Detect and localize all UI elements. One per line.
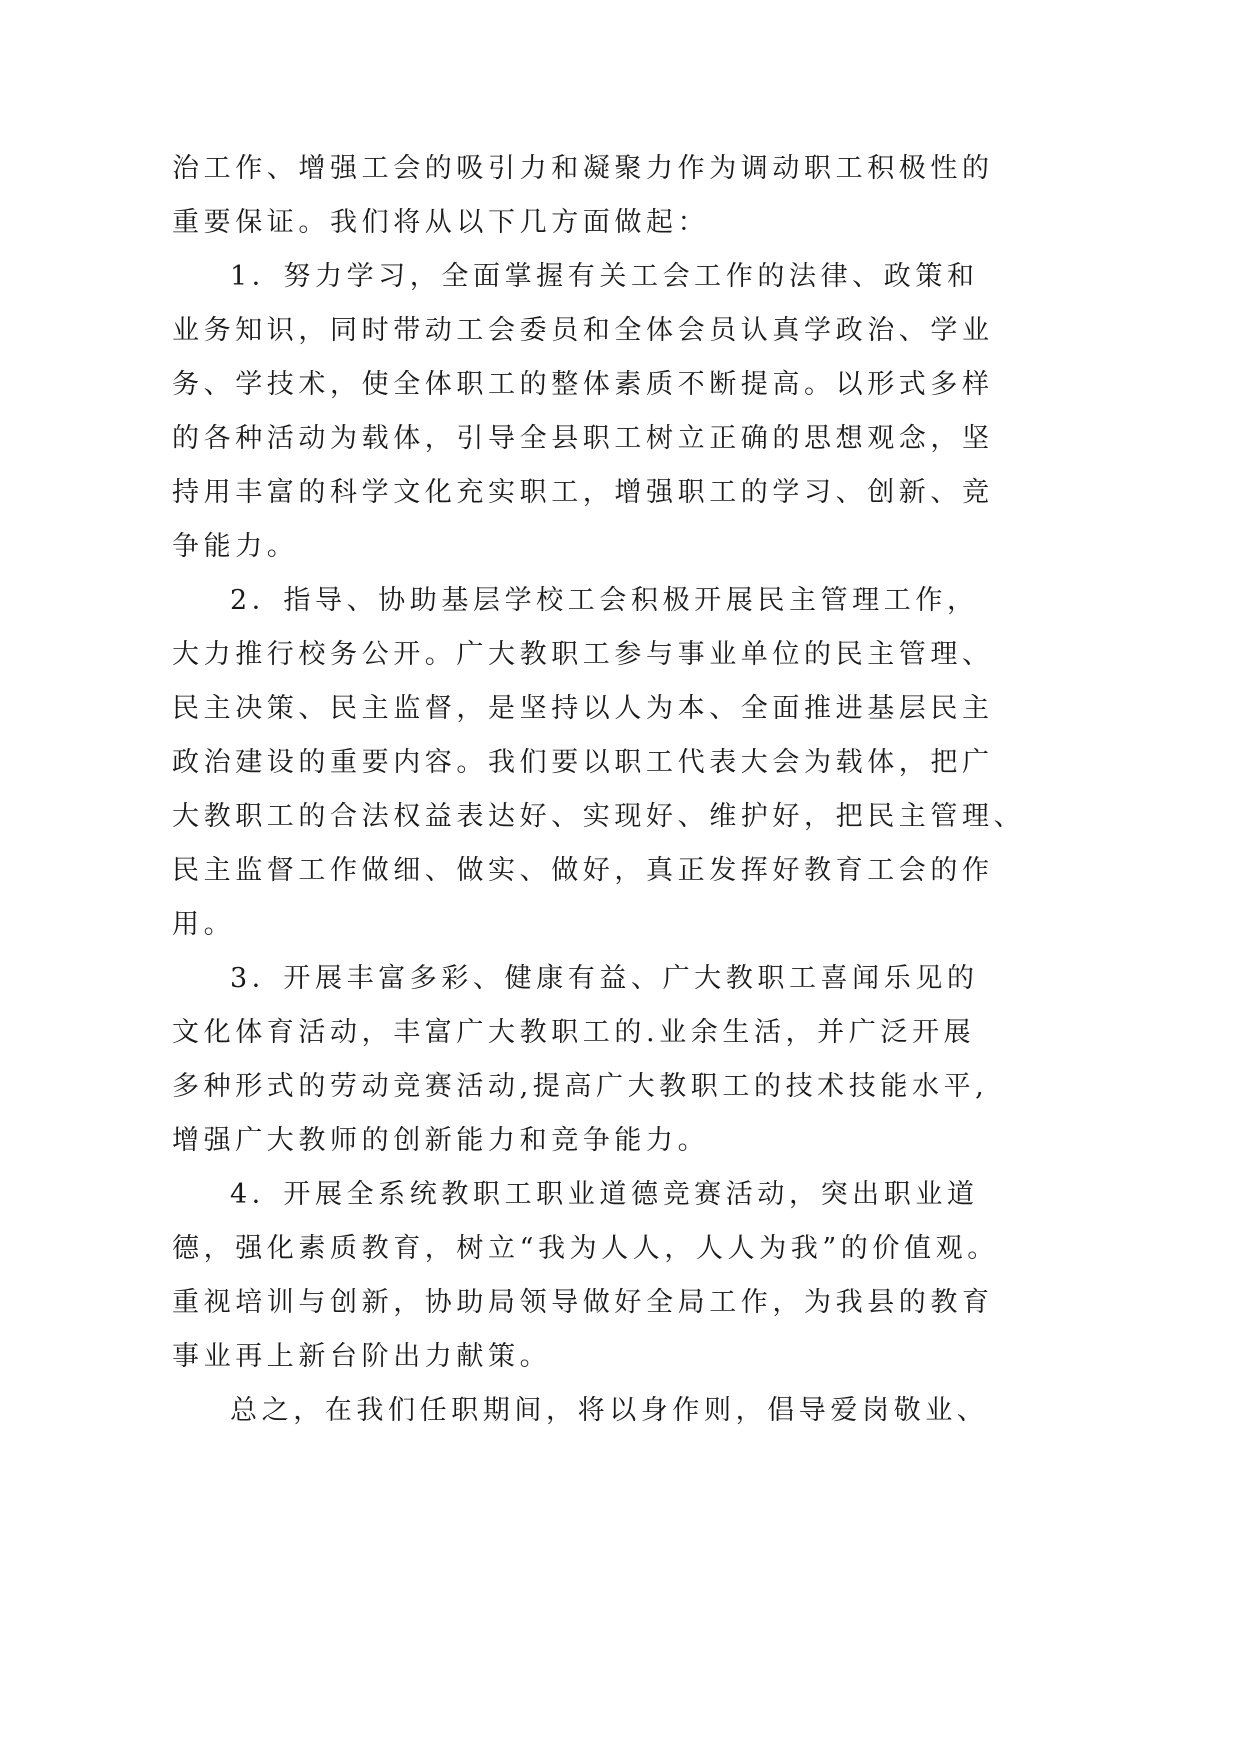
text-line: 治工作、增强工会的吸引力和凝聚力作为调动职工积极性的 xyxy=(172,153,994,184)
text-line: 民主监督工作做细、做实、做好，真正发挥好教育工会的作 xyxy=(172,855,994,886)
text-line: 务、学技术，使全体职工的整体素质不断提高。以形式多样 xyxy=(172,369,994,400)
text-line: 3．开展丰富多彩、健康有益、广大教职工喜闻乐见的 xyxy=(230,963,979,994)
paragraph-conclusion xyxy=(172,1384,989,1438)
text-line: 德，强化素质教育，树立“我为人人，人人为我”的价值观。 xyxy=(172,1233,999,1264)
paragraph-item-4 xyxy=(172,1168,999,1384)
paragraph-item-2 xyxy=(172,574,1026,952)
text-line: 事业再上新台阶出力献策。 xyxy=(172,1341,552,1372)
paragraph-intro-continuation xyxy=(172,142,994,250)
text-line: 用。 xyxy=(172,909,236,940)
text-line: 总之，在我们任职期间，将以身作则，倡导爱岗敬业、 xyxy=(230,1395,989,1426)
text-line: 政治建设的重要内容。我们要以职工代表大会为载体，把广 xyxy=(172,747,994,778)
paragraph-item-1 xyxy=(172,250,994,574)
text-line: 增强广大教师的创新能力和竞争能力。 xyxy=(172,1125,710,1156)
text-line: 2．指导、协助基层学校工会积极开展民主管理工作， xyxy=(230,585,979,616)
text-line: 争能力。 xyxy=(172,531,299,562)
text-line: 重要保证。我们将从以下几方面做起： xyxy=(172,207,710,238)
text-line: 4．开展全系统教职工职业道德竞赛活动，突出职业道 xyxy=(230,1179,979,1210)
text-line: 文化体育活动，丰富广大教职工的.业余生活，并广泛开展 xyxy=(172,1017,976,1048)
text-line: 民主决策、民主监督，是坚持以人为本、全面推进基层民主 xyxy=(172,693,994,724)
paragraph-item-3 xyxy=(172,952,989,1168)
document-body xyxy=(172,142,1026,1438)
text-line: 持用丰富的科学文化充实职工，增强职工的学习、创新、竞 xyxy=(172,477,994,508)
text-line: 重视培训与创新，协助局领导做好全局工作，为我县的教育 xyxy=(172,1287,994,1318)
text-line: 多种形式的劳动竞赛活动,提高广大教职工的技术技能水平, xyxy=(172,1071,989,1102)
text-line: 大教职工的合法权益表达好、实现好、维护好，把民主管理、 xyxy=(172,801,1026,832)
text-line: 的各种活动为载体，引导全县职工树立正确的思想观念，坚 xyxy=(172,423,994,454)
text-line: 业务知识，同时带动工会委员和全体会员认真学政治、学业 xyxy=(172,315,994,346)
text-line: 1．努力学习，全面掌握有关工会工作的法律、政策和 xyxy=(230,261,979,292)
text-line: 大力推行校务公开。广大教职工参与事业单位的民主管理、 xyxy=(172,639,994,670)
